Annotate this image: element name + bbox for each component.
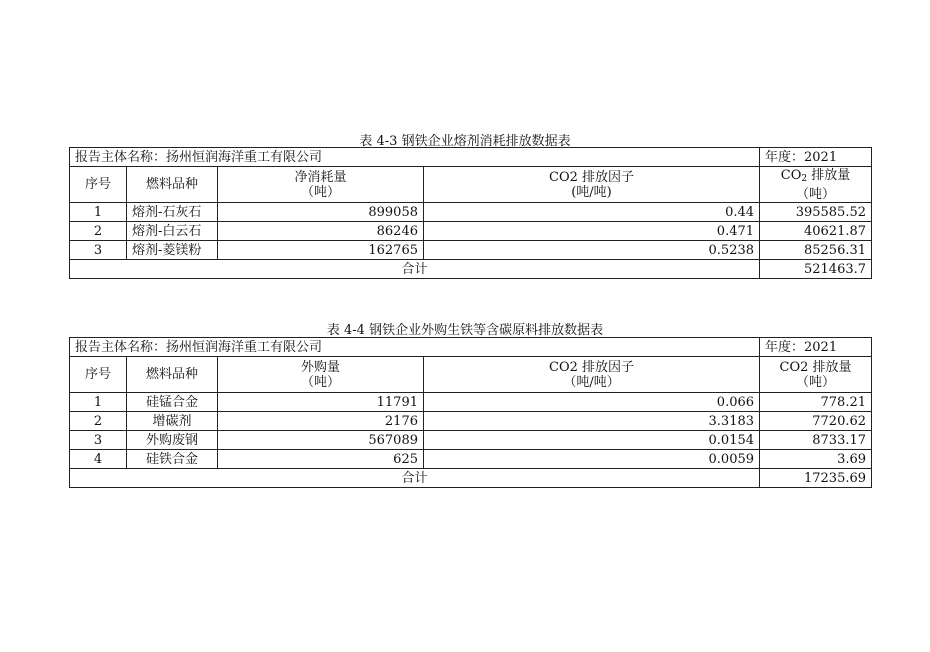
col-qty-title: 外购量 <box>300 359 340 375</box>
co-text: CO <box>780 167 802 183</box>
total-value: 521463.7 <box>760 260 872 279</box>
cell-seq: 1 <box>70 393 127 412</box>
table1-total-row <box>70 260 872 279</box>
table2-reporter: 报告主体名称：扬州恒润海洋重工有限公司 <box>70 338 760 357</box>
cell-factor: 3.3183 <box>424 412 760 431</box>
table1-header-row <box>70 148 872 167</box>
col-factor-unit: (吨/吨) <box>571 184 612 200</box>
cell-emission: 7720.62 <box>760 412 872 431</box>
table1-column-headers <box>70 167 872 203</box>
cell-factor: 0.066 <box>424 393 760 412</box>
table1-flux-emissions <box>69 147 872 279</box>
col-seq-header: 序号 <box>70 167 127 203</box>
table-row <box>70 431 872 450</box>
table2-caption: 表 4-4 钢铁企业外购生铁等含碳原料排放数据表 <box>326 323 604 338</box>
cell-seq: 2 <box>70 412 127 431</box>
total-value: 17235.69 <box>760 469 872 488</box>
cell-fuel: 熔剂-菱镁粉 <box>127 241 218 260</box>
col-qty-title: 净消耗量 <box>294 169 347 185</box>
cell-fuel: 增碳剂 <box>127 412 218 431</box>
cell-seq: 3 <box>70 241 127 260</box>
col-factor-header <box>424 357 760 393</box>
cell-emission: 778.21 <box>760 393 872 412</box>
col-emission-title: CO2 排放量 <box>779 359 852 375</box>
col-fuel-header: 燃料品种 <box>127 167 218 203</box>
table1-reporter: 报告主体名称：扬州恒润海洋重工有限公司 <box>70 148 760 167</box>
cell-emission: 8733.17 <box>760 431 872 450</box>
table-row <box>70 412 872 431</box>
col-qty-unit: （吨） <box>300 374 340 390</box>
col-factor-unit: （吨/吨） <box>563 374 620 390</box>
col-emission-header <box>760 167 872 203</box>
cell-qty: 625 <box>218 450 424 469</box>
cell-factor: 0.44 <box>424 203 760 222</box>
cell-qty: 162765 <box>218 241 424 260</box>
col-factor-title: CO2 排放因子 <box>549 359 635 375</box>
cell-fuel: 熔剂-石灰石 <box>127 203 218 222</box>
table1-year: 年度：2021 <box>760 148 872 167</box>
cell-qty: 86246 <box>218 222 424 241</box>
cell-factor: 0.5238 <box>424 241 760 260</box>
cell-qty: 2176 <box>218 412 424 431</box>
cell-qty: 567089 <box>218 431 424 450</box>
total-label: 合计 <box>70 260 760 279</box>
table2-total-row <box>70 469 872 488</box>
cell-factor: 0.471 <box>424 222 760 241</box>
table2-header-row <box>70 338 872 357</box>
col-qty-unit: （吨） <box>300 184 340 200</box>
cell-seq: 4 <box>70 450 127 469</box>
table-row <box>70 222 872 241</box>
subscript-2: 2 <box>801 173 808 184</box>
table1-caption: 表 4-3 钢铁企业熔剂消耗排放数据表 <box>359 134 571 149</box>
table-row <box>70 450 872 469</box>
col-fuel-header: 燃料品种 <box>127 357 218 393</box>
total-label: 合计 <box>70 469 760 488</box>
cell-fuel: 外购废钢 <box>127 431 218 450</box>
table-row <box>70 203 872 222</box>
table2-column-headers <box>70 357 872 393</box>
cell-emission: 85256.31 <box>760 241 872 260</box>
cell-emission: 395585.52 <box>760 203 872 222</box>
cell-emission: 3.69 <box>760 450 872 469</box>
cell-qty: 11791 <box>218 393 424 412</box>
cell-fuel: 熔剂-白云石 <box>127 222 218 241</box>
cell-qty: 899058 <box>218 203 424 222</box>
col-factor-title: CO2 排放因子 <box>549 169 635 185</box>
cell-seq: 3 <box>70 431 127 450</box>
col-emission-title <box>765 168 866 187</box>
table-row <box>70 241 872 260</box>
cell-seq: 1 <box>70 203 127 222</box>
col-emission-unit: （吨） <box>796 186 836 202</box>
col-emission-unit: （吨） <box>796 374 836 390</box>
table2-carbon-material-emissions <box>69 337 872 488</box>
col-qty-header <box>218 357 424 393</box>
col-emission-header <box>760 357 872 393</box>
emission-word: 排放量 <box>807 167 851 183</box>
col-qty-header <box>218 167 424 203</box>
table2-year: 年度：2021 <box>760 338 872 357</box>
cell-fuel: 硅铁合金 <box>127 450 218 469</box>
table-row <box>70 393 872 412</box>
cell-factor: 0.0154 <box>424 431 760 450</box>
cell-factor: 0.0059 <box>424 450 760 469</box>
cell-seq: 2 <box>70 222 127 241</box>
col-factor-header <box>424 167 760 203</box>
cell-emission: 40621.87 <box>760 222 872 241</box>
cell-fuel: 硅锰合金 <box>127 393 218 412</box>
col-seq-header: 序号 <box>70 357 127 393</box>
